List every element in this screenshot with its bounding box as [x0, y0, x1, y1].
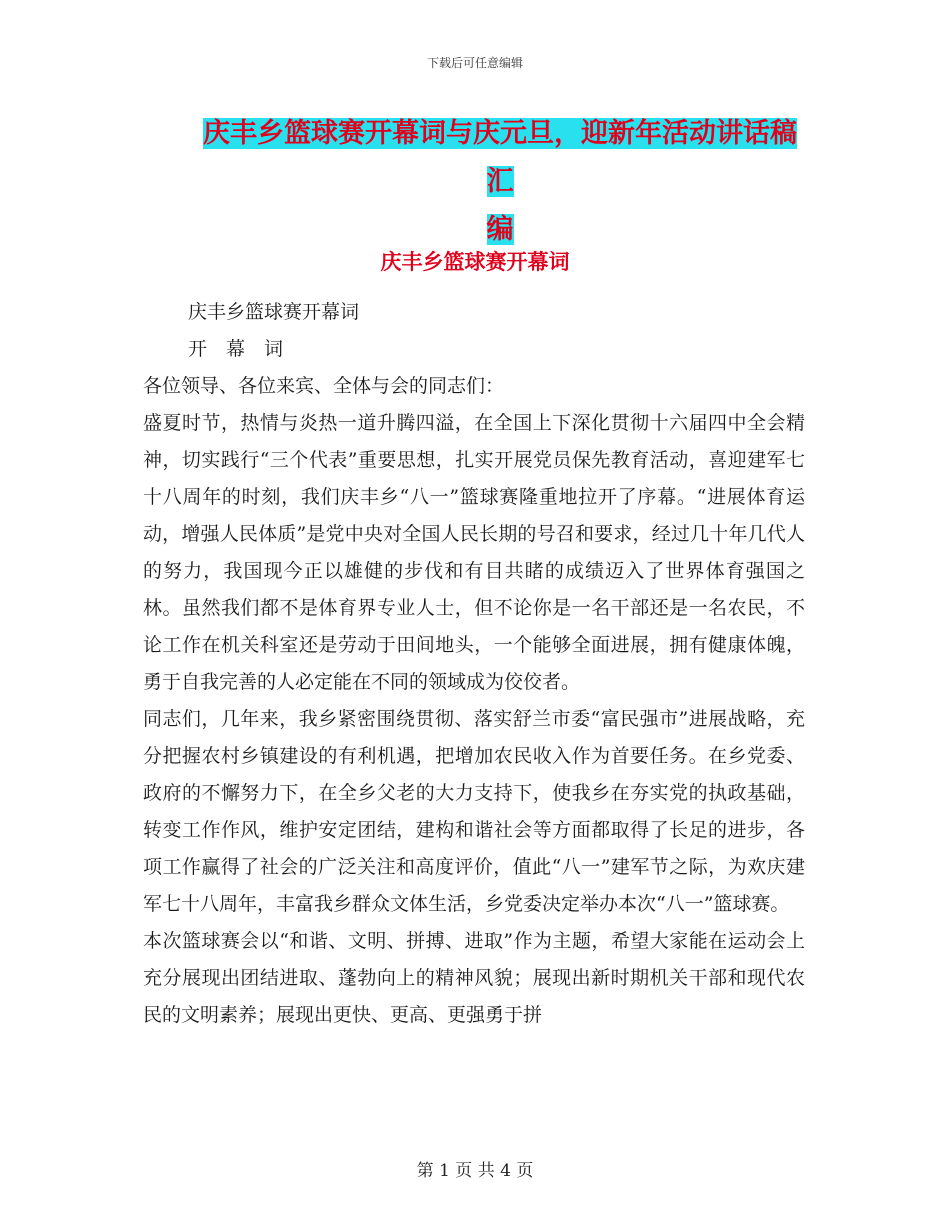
header-note: 下载后可任意编辑 [426, 56, 523, 70]
paragraph-2: 同志们，几年来，我乡紧密围绕贯彻、落实舒兰市委“富民强市”进展战略，充分把握农村乡镇建设的有利机遇，把增加农民收入作为首要任务。在乡党委、政府的不懈努力下，在全乡父老的大力支持下，使我乡在夯实党的执政基础，转变工作作风，维护安定团结，建构和谐社会等方面都取得了长足的进步，各项工作赢得了社会的广泛关注和高度评价，值此“八一”建军节之际，为欢庆建军七十八周年，丰富我乡群众文体生活，乡党委决定举办本次“八一”篮球赛。 [143, 708, 805, 915]
paragraph-1: 盛夏时节，热情与炎热一道升腾四溢，在全国上下深化贯彻十六届四中全会精神，切实践行“三个代表”重要思想，扎实开展党员保先教育活动，喜迎建军七十八周年的时刻，我们庆丰乡“八一”篮球赛隆重地拉开了序幕。“进展体育运动，增强人民体质”是党中央对全国人民长期的号召和要求，经过几十年几代人的努力，我国现今正以雄健的步伐和有目共睹的成绩迈入了世界体育强国之林。虽然我们都不是体育界专业人士，但不论你是一名干部还是一名农民，不论工作在机关科室还是劳动于田间地头，一个能够全面进展，拥有健康体魄，勇于自我完善的人必定能在不同的领域成为佼佼者。 [143, 412, 805, 693]
salutation: 各位领导、各位来宾、全体与会的同志们： [143, 375, 505, 397]
document-body [143, 294, 805, 1034]
page-number: 第 1 页 共 4 页 [416, 1161, 534, 1181]
section-title: 庆丰乡篮球赛开幕词 [380, 250, 570, 274]
heading-line: 庆丰乡篮球赛开幕词 [188, 301, 360, 323]
document-title-line1: 庆丰乡篮球赛开幕词与庆元旦，迎新年活动讲话稿汇 [203, 118, 797, 197]
document-title-line2: 编 [486, 214, 514, 245]
document-title [190, 110, 810, 254]
kaimu-line: 开 幕 词 [188, 338, 284, 360]
paragraph-3: 本次篮球赛会以“和谐、文明、拼搏、进取”作为主题，希望大家能在运动会上充分展现出团结进取、蓬勃向上的精神风貌；展现出新时期机关干部和现代农民的文明素养；展现出更快、更高、更强勇于拼 [143, 930, 805, 1026]
